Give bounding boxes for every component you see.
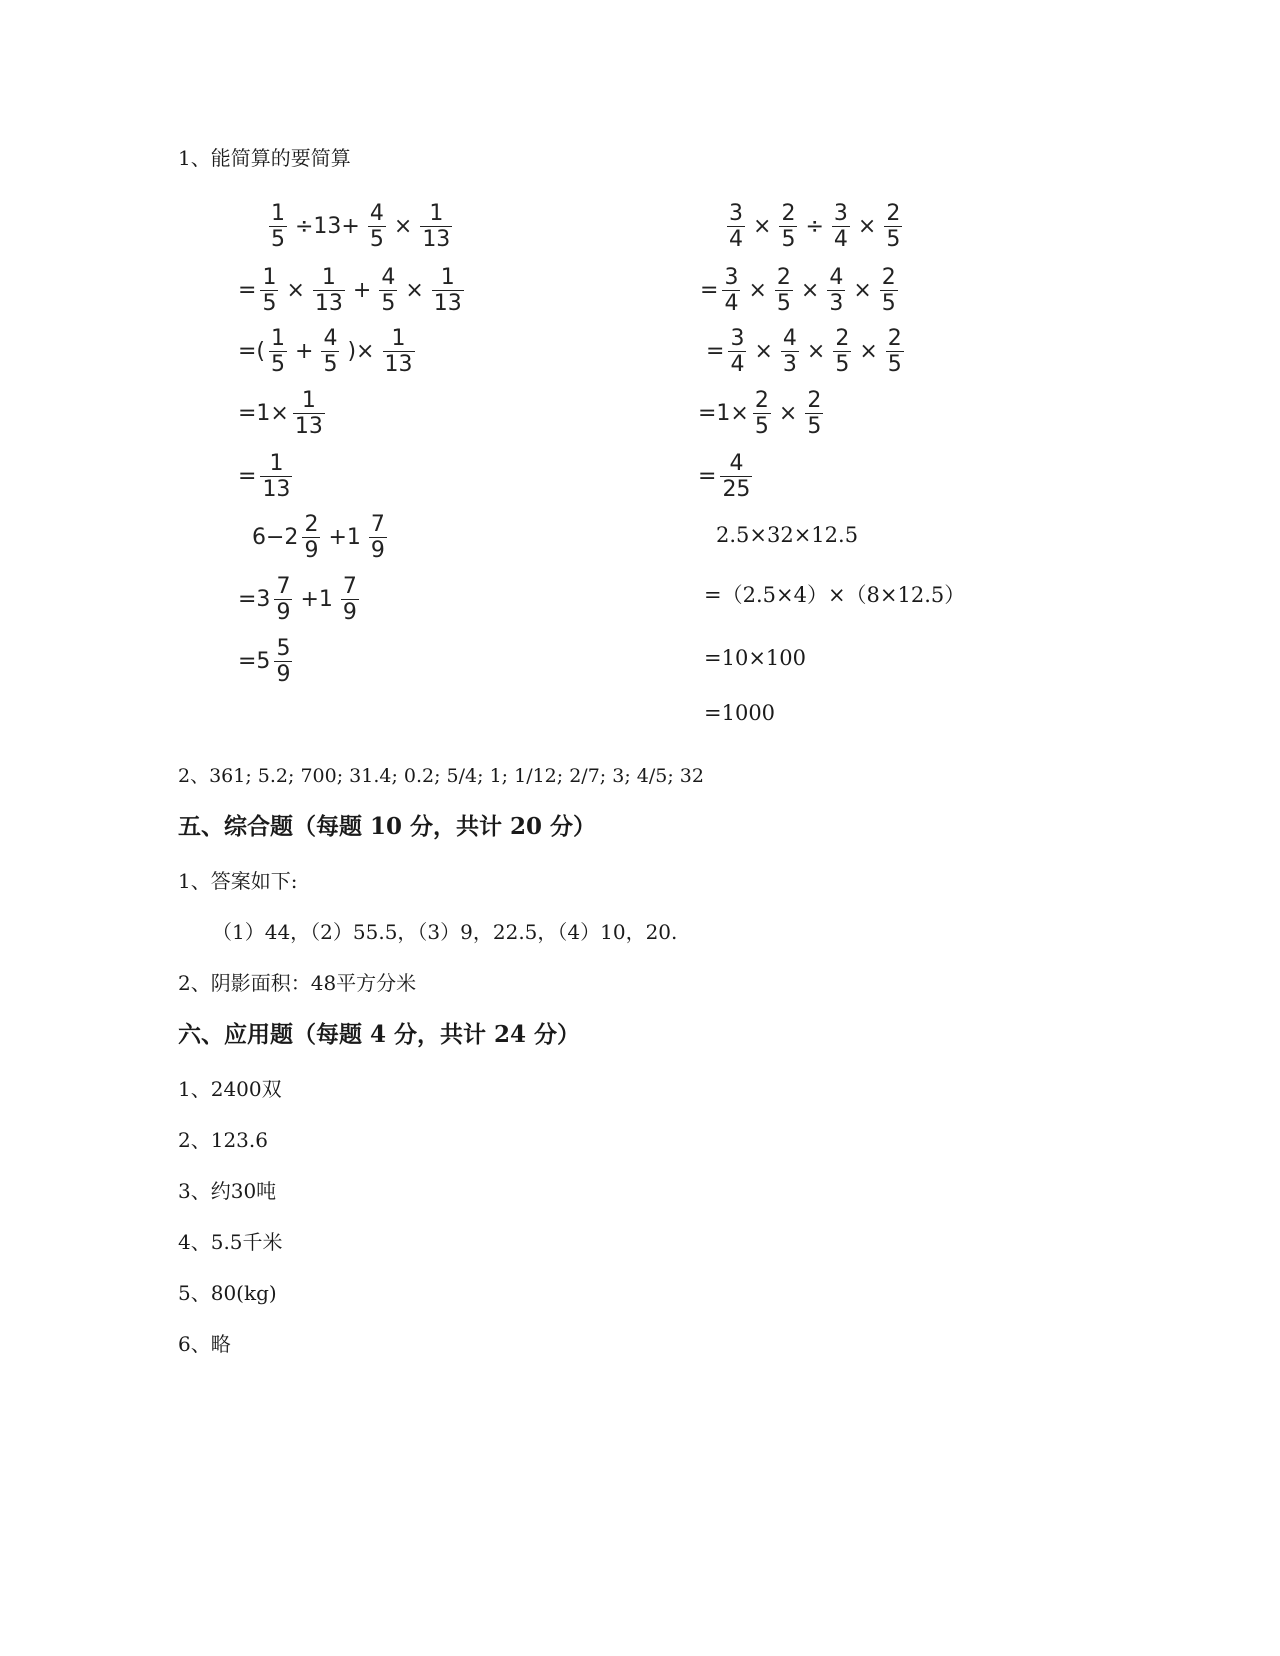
left-calc-2-line-0: 6−2 $\frac{2}{9}$ +1 $\frac{7}{9}$ [252, 511, 385, 563]
fraction: $\frac{3}{4}$ [729, 200, 743, 252]
right-calc-1-line-0: $\frac{3}{4}$ × $\frac{2}{5}$ ÷ $\frac{3}{4}$ × $\frac{2}{5}$ [729, 200, 901, 252]
left-calc-2-line-1: =3 $\frac{7}{9}$ +1 $\frac{7}{9}$ [238, 573, 357, 625]
fraction: $\frac{2}{5}$ [835, 325, 850, 377]
left-calc-1-line-0: $\frac{1}{5}$ ÷13+ $\frac{4}{5}$ × $\frac{1}{13}$ [271, 200, 451, 252]
fraction: $\frac{4}{5}$ [369, 200, 384, 252]
right-calc-2-line-0: 2.5×32×12.5 [716, 523, 859, 547]
section-6-answer-3: 3、约30吨 [178, 1179, 277, 1203]
fraction: $\frac{2}{5}$ [886, 200, 901, 252]
fraction: $\frac{2}{5}$ [881, 264, 896, 316]
fraction: $\frac{5}{9}$ [276, 635, 291, 687]
fraction: $\frac{4}{5}$ [381, 264, 396, 316]
right-calc-1-line-3: =1× $\frac{2}{5}$ × $\frac{2}{5}$ [698, 387, 822, 439]
section-5-item-1: 1、答案如下: [178, 869, 298, 893]
left-calc-1-line-3: =1× $\frac{1}{13}$ [238, 387, 323, 439]
fraction: $\frac{1}{13}$ [384, 325, 413, 377]
fraction: $\frac{2}{5}$ [807, 387, 822, 439]
section-5-item-2: 2、阴影面积：48平方分米 [178, 971, 417, 995]
fraction: $\frac{2}{5}$ [776, 264, 791, 316]
fraction: $\frac{3}{4}$ [833, 200, 848, 252]
section-6-answer-5: 5、80(kg) [178, 1281, 277, 1305]
fraction: $\frac{1}{5}$ [271, 200, 285, 252]
right-calc-2-line-3: =1000 [704, 701, 776, 725]
right-calc-2-line-1: =（2.5×4）×（8×12.5） [704, 583, 966, 607]
section-6-answer-2: 2、123.6 [178, 1128, 268, 1152]
item-1-label: 1、能简算的要简算 [178, 146, 351, 170]
right-calc-1-line-2: = $\frac{3}{4}$ × $\frac{4}{3}$ × $\frac{2}{5}$ × $\frac{2}{5}$ [706, 325, 902, 377]
fraction: $\frac{7}{9}$ [276, 573, 291, 625]
fraction: $\frac{3}{4}$ [730, 325, 745, 377]
fraction: $\frac{1}{5}$ [271, 325, 286, 377]
fraction: $\frac{4}{3}$ [829, 264, 844, 316]
section-6-answer-4: 4、5.5千米 [178, 1230, 283, 1254]
left-calc-1-line-2: =( $\frac{1}{5}$ + $\frac{4}{5}$ )× $\frac{1}{13}$ [238, 325, 413, 377]
fraction: $\frac{2}{5}$ [781, 200, 796, 252]
section-6-answer-6: 6、略 [178, 1332, 231, 1356]
fraction: $\frac{2}{5}$ [887, 325, 902, 377]
fraction: $\frac{2}{9}$ [304, 511, 319, 563]
item-2-answers: 2、361; 5.2; 700; 31.4; 0.2; 5/4; 1; 1/12; 2/7; 3; 4/5; 32 [178, 765, 704, 787]
fraction: $\frac{2}{5}$ [754, 387, 769, 439]
fraction: $\frac{3}{4}$ [724, 264, 739, 316]
fraction: $\frac{1}{13}$ [433, 264, 462, 316]
fraction: $\frac{7}{9}$ [370, 511, 385, 563]
fraction: $\frac{7}{9}$ [342, 573, 357, 625]
fraction: $\frac{4}{3}$ [782, 325, 797, 377]
left-calc-1-line-4: = $\frac{1}{13}$ [238, 450, 291, 502]
fraction: $\frac{4}{5}$ [323, 325, 338, 377]
fraction: $\frac{1}{13}$ [262, 450, 291, 502]
right-calc-1-line-1: = $\frac{3}{4}$ × $\frac{2}{5}$ × $\frac{4}{3}$ × $\frac{2}{5}$ [700, 264, 896, 316]
fraction: $\frac{1}{13}$ [422, 200, 451, 252]
left-calc-1-line-1: = $\frac{1}{5}$ × $\frac{1}{13}$ + $\frac{4}{5}$ × $\frac{1}{13}$ [238, 264, 462, 316]
fraction: $\frac{1}{13}$ [314, 264, 343, 316]
fraction: $\frac{1}{13}$ [294, 387, 323, 439]
section-5-item-1-detail: （1）44，（2）55.5，（3）9，22.5，（4）10，20. [212, 920, 678, 944]
fraction: $\frac{1}{5}$ [262, 264, 277, 316]
left-calc-2-line-2: =5 $\frac{5}{9}$ [238, 635, 291, 687]
section-6-heading: 六、应用题（每题 4 分，共计 24 分） [178, 1021, 581, 1048]
right-calc-1-line-4: = $\frac{4}{25}$ [698, 450, 751, 502]
section-6-answer-1: 1、2400双 [178, 1077, 282, 1101]
section-5-heading: 五、综合题（每题 10 分，共计 20 分） [178, 813, 597, 840]
right-calc-2-line-2: =10×100 [704, 646, 806, 670]
fraction: $\frac{4}{25}$ [722, 450, 751, 502]
